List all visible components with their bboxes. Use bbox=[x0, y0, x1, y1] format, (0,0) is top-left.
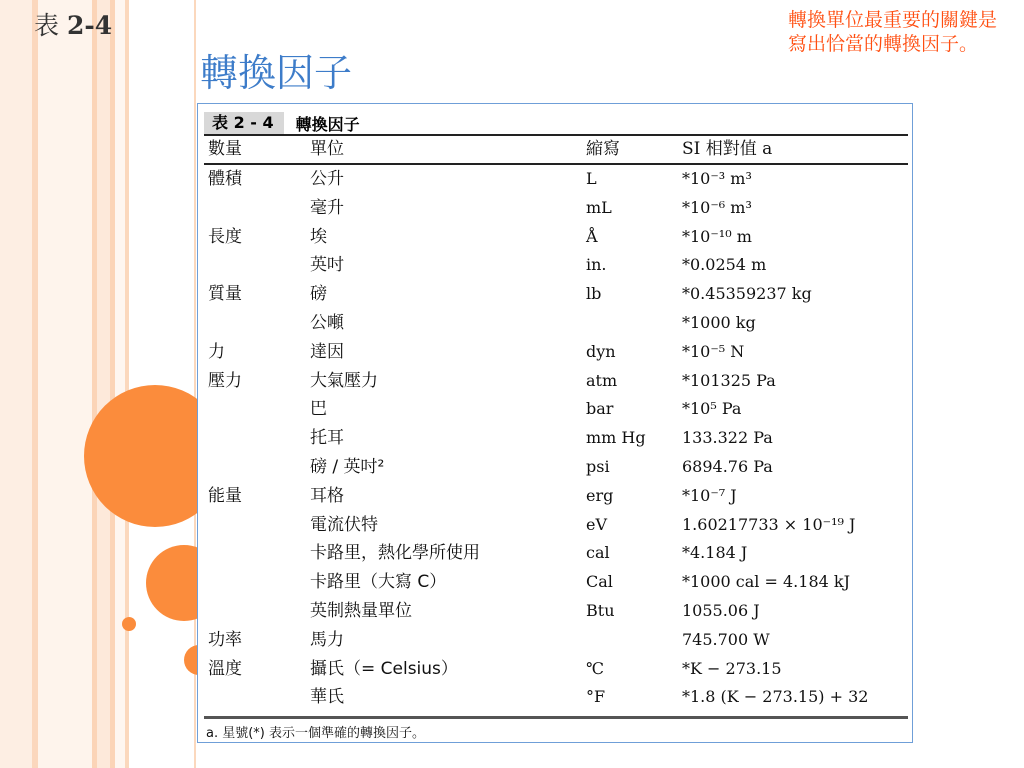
slide-title: 轉換因子 bbox=[200, 51, 353, 95]
table-row bbox=[204, 655, 908, 684]
cell-si: *10⁻¹⁰ m bbox=[682, 226, 752, 246]
table-row bbox=[204, 280, 908, 309]
cell-si: 1055.06 J bbox=[682, 600, 760, 620]
cell-quantity: 體積 bbox=[208, 169, 242, 189]
table-header-row bbox=[204, 136, 908, 165]
cell-quantity bbox=[204, 597, 306, 626]
decorative-stripes bbox=[0, 0, 200, 768]
cell-si: *0.0254 m bbox=[682, 255, 767, 275]
cell-quantity bbox=[204, 683, 306, 712]
cell-si: 6894.76 Pa bbox=[682, 456, 773, 476]
cell-unit: 英吋 bbox=[310, 255, 344, 276]
cell-abbr: cal bbox=[586, 543, 610, 563]
header-abbr: 縮寫 bbox=[586, 139, 620, 159]
table-row bbox=[204, 511, 908, 540]
cell-unit: 大氣壓力 bbox=[310, 370, 378, 391]
cell-quantity bbox=[204, 453, 306, 482]
stripe bbox=[115, 0, 125, 768]
cell-abbr: Cal bbox=[586, 572, 613, 592]
table-row bbox=[204, 626, 908, 655]
cell-unit: 英制熱量單位 bbox=[310, 600, 412, 621]
cell-quantity bbox=[204, 539, 306, 568]
cell-unit: 攝氏（= Celsius） bbox=[310, 658, 458, 679]
cell-quantity bbox=[204, 395, 306, 424]
slide-note: 轉換單位最重要的關鍵是寫出恰當的轉換因子。 bbox=[788, 9, 998, 55]
cell-abbr: psi bbox=[586, 456, 610, 476]
slide-label-prefix: 表 bbox=[34, 11, 60, 40]
cell-quantity bbox=[204, 251, 306, 280]
stripe bbox=[97, 0, 110, 768]
cell-quantity bbox=[204, 194, 306, 223]
cell-abbr: in. bbox=[586, 255, 607, 275]
header-quantity: 數量 bbox=[208, 139, 242, 159]
table-row bbox=[204, 251, 908, 280]
cell-abbr: dyn bbox=[586, 341, 616, 361]
cell-unit: 托耳 bbox=[310, 428, 344, 449]
cell-abbr: Btu bbox=[586, 600, 615, 620]
cell-abbr: bar bbox=[586, 399, 614, 419]
cell-si: 1.60217733 × 10⁻¹⁹ J bbox=[682, 514, 856, 534]
cell-abbr bbox=[584, 309, 680, 338]
cell-si: *10⁻³ m³ bbox=[682, 169, 752, 188]
cell-si: *101325 Pa bbox=[682, 370, 776, 390]
table-row bbox=[204, 424, 908, 453]
cell-si: *1.8 (K − 273.15) + 32 bbox=[682, 687, 869, 707]
cell-si: *10⁻⁵ N bbox=[682, 341, 745, 361]
table-caption-title: 轉換因子 bbox=[295, 114, 360, 134]
stripe bbox=[38, 0, 92, 768]
cell-abbr: mm Hg bbox=[586, 428, 646, 448]
header-si: SI 相對值 a bbox=[682, 139, 773, 159]
table-body bbox=[204, 165, 908, 712]
cell-quantity bbox=[204, 309, 306, 338]
cell-unit: 達因 bbox=[310, 341, 344, 362]
table-row bbox=[204, 165, 908, 194]
table-panel bbox=[197, 103, 913, 743]
cell-quantity: 溫度 bbox=[208, 658, 242, 679]
cell-quantity bbox=[204, 568, 306, 597]
table-caption-number: 表 2 - 4 bbox=[204, 112, 284, 134]
cell-unit: 磅 bbox=[310, 284, 327, 305]
slide-label-number: 2-4 bbox=[66, 11, 113, 40]
cell-si: *1000 cal = 4.184 kJ bbox=[682, 572, 850, 592]
cell-quantity: 壓力 bbox=[208, 370, 242, 391]
cell-si: *10⁻⁷ J bbox=[682, 485, 737, 505]
conversion-table bbox=[204, 136, 908, 712]
cell-si: *0.45359237 kg bbox=[682, 284, 812, 304]
table-bottom-rule bbox=[204, 716, 908, 719]
cell-unit: 電流伏特 bbox=[310, 514, 378, 535]
table-row bbox=[204, 223, 908, 252]
table-row bbox=[204, 597, 908, 626]
table-caption bbox=[204, 112, 908, 136]
cell-unit: 耳格 bbox=[310, 485, 344, 506]
cell-quantity bbox=[204, 511, 306, 540]
cell-unit: 公升 bbox=[310, 169, 344, 189]
table-footnote: a. 星號(*) 表示一個準確的轉換因子。 bbox=[206, 726, 426, 741]
cell-abbr: lb bbox=[586, 284, 602, 304]
cell-unit: 卡路里（大寫 C） bbox=[310, 572, 447, 593]
table-row bbox=[204, 194, 908, 223]
table-row bbox=[204, 338, 908, 367]
cell-si: 133.322 Pa bbox=[682, 428, 773, 448]
table-row bbox=[204, 539, 908, 568]
cell-unit: 卡路里，熱化學所使用 bbox=[310, 543, 480, 564]
cell-abbr: °F bbox=[586, 687, 606, 707]
cell-si: *10⁵ Pa bbox=[682, 399, 742, 419]
cell-quantity: 力 bbox=[208, 341, 225, 362]
cell-abbr: mL bbox=[586, 197, 612, 217]
table-row bbox=[204, 568, 908, 597]
cell-quantity: 能量 bbox=[208, 485, 242, 506]
decorative-dot bbox=[122, 617, 136, 631]
cell-si: *4.184 J bbox=[682, 543, 748, 563]
table-row bbox=[204, 367, 908, 396]
slide-label bbox=[34, 6, 112, 42]
cell-unit: 公噸 bbox=[310, 312, 344, 333]
table-row bbox=[204, 309, 908, 338]
cell-unit: 華氏 bbox=[310, 687, 344, 708]
cell-quantity: 功率 bbox=[208, 629, 242, 650]
cell-si: *1000 kg bbox=[682, 312, 756, 332]
cell-unit: 磅 / 英吋² bbox=[310, 456, 385, 477]
cell-si: 745.700 W bbox=[682, 629, 770, 649]
header-unit: 單位 bbox=[310, 139, 344, 159]
cell-unit: 巴 bbox=[310, 399, 327, 420]
table-row bbox=[204, 482, 908, 511]
stripe bbox=[0, 0, 32, 768]
cell-quantity bbox=[204, 424, 306, 453]
cell-abbr bbox=[584, 626, 680, 655]
table-row bbox=[204, 683, 908, 712]
cell-unit: 馬力 bbox=[310, 629, 344, 650]
cell-abbr: Å bbox=[586, 226, 598, 246]
cell-abbr: L bbox=[586, 169, 597, 188]
cell-abbr: erg bbox=[586, 485, 614, 505]
cell-unit: 毫升 bbox=[310, 197, 344, 218]
table-row bbox=[204, 453, 908, 482]
cell-quantity: 長度 bbox=[208, 226, 242, 247]
cell-si: *K − 273.15 bbox=[682, 658, 782, 678]
cell-si: *10⁻⁶ m³ bbox=[682, 197, 752, 217]
cell-abbr: eV bbox=[586, 514, 608, 534]
table-row bbox=[204, 395, 908, 424]
cell-abbr: ℃ bbox=[586, 658, 604, 678]
cell-unit: 埃 bbox=[310, 226, 327, 247]
cell-abbr: atm bbox=[586, 370, 618, 390]
cell-quantity: 質量 bbox=[208, 284, 242, 305]
